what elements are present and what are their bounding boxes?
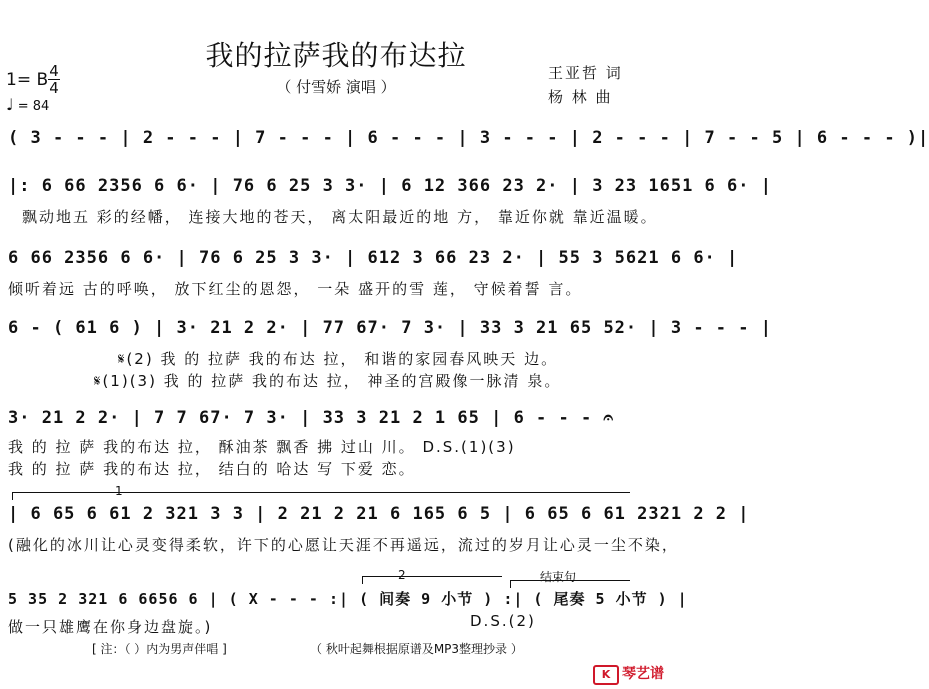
singer-credit: （ 付雪娇 演唱 ） xyxy=(276,78,396,96)
lyric-row-6: (融化的冰川让心灵变得柔软，许下的心愿让天涯不再遥远，流过的岁月让心灵一尘不染， xyxy=(8,536,679,554)
lyric-row-4a: 𝄋(2) 我 的 拉萨 我的布达 拉， 和谐的家园春风映天 边。 xyxy=(118,350,559,368)
score-row-3: 6 66 2356 6 6· | 76 6 25 3 3· | 612 3 66 23 2· | 55 3 5621 6 6· | xyxy=(8,248,739,268)
time-signature xyxy=(48,64,60,95)
composer-credit: 杨 林 曲 xyxy=(548,88,613,106)
score-row-1: ( 3 - - - | 2 - - - | 7 - - - | 6 - - - | 3 - - - | 2 - - - | 7 - - 5 | 6 - - - )| xyxy=(8,128,929,148)
footer-note: [ 注：（ ）内为男声伴唱 ] xyxy=(92,642,227,656)
ds-2-marking: D.S.(2) xyxy=(470,612,536,630)
lyric-row-2: 飘动地五 彩的经幡， 连接大地的苍天， 离太阳最近的地 方， 靠近你就 靠近温暖。 xyxy=(22,208,658,226)
score-row-2: |: 6 66 2356 6 6· | 76 6 25 3 3· | 6 12 366 23 2· | 3 23 1651 6 6· | xyxy=(8,176,772,196)
score-row-6: | 6 65 6 61 2 321 3 3 | 2 21 2 21 6 165 6 5 | 6 65 6 61 2321 2 2 | xyxy=(8,504,750,524)
tempo-marking: ♩ = 84 xyxy=(6,95,50,114)
score-row-7: 5 35 2 321 6 6656 6 | ( X - - - :| ( 间奏 9 小节 ) :| ( 尾奏 5 小节 ) | xyxy=(8,590,688,608)
footer-source: （ 秋叶起舞根据原谱及MP3整理抄录 ） xyxy=(310,642,523,656)
lyric-row-5b: 我 的 拉 萨 我的布达 拉， 结白的 哈达 写 下爱 恋。 xyxy=(8,460,416,478)
meter-bottom: 4 xyxy=(49,79,59,97)
site-logo: K 琴艺谱 xyxy=(593,663,664,685)
key-signature: 1= B xyxy=(6,70,49,90)
meter-top: 4 xyxy=(49,62,59,80)
volta-1-label: 1 xyxy=(115,484,123,498)
score-row-5: 3· 21 2 2· | 7 7 67· 7 3· | 33 3 21 2 1 65 | 6 - - - 𝄐 xyxy=(8,408,614,428)
volta-2-label: 2 xyxy=(398,568,406,582)
lyric-row-4b: 𝄋(1)(3) 我 的 拉萨 我的布达 拉， 神圣的宫殿像一脉清 泉。 xyxy=(94,372,562,390)
score-row-4: 6 - ( 61 6 ) | 3· 21 2 2· | 77 67· 7 3· | 33 3 21 65 52· | 3 - - - | xyxy=(8,318,772,338)
lyric-row-7: 做一只雄鹰在你身边盘旋。) xyxy=(8,618,213,636)
quarter-note-icon: ♩ xyxy=(6,95,14,114)
lyricist-credit: 王亚哲 词 xyxy=(548,64,623,82)
logo-mark-icon: K xyxy=(593,665,619,685)
page-title: 我的拉萨我的布达拉 xyxy=(205,39,467,72)
lyric-row-5a: 我 的 拉 萨 我的布达 拉， 酥油茶 飘香 拂 过山 川。 D.S.(1)(3) xyxy=(8,438,516,456)
lyric-row-3: 倾听着远 古的呼唤， 放下红尘的恩怨， 一朵 盛开的雪 莲， 守候着誓 言。 xyxy=(8,280,583,298)
ending-label: 结束句 xyxy=(540,570,577,584)
